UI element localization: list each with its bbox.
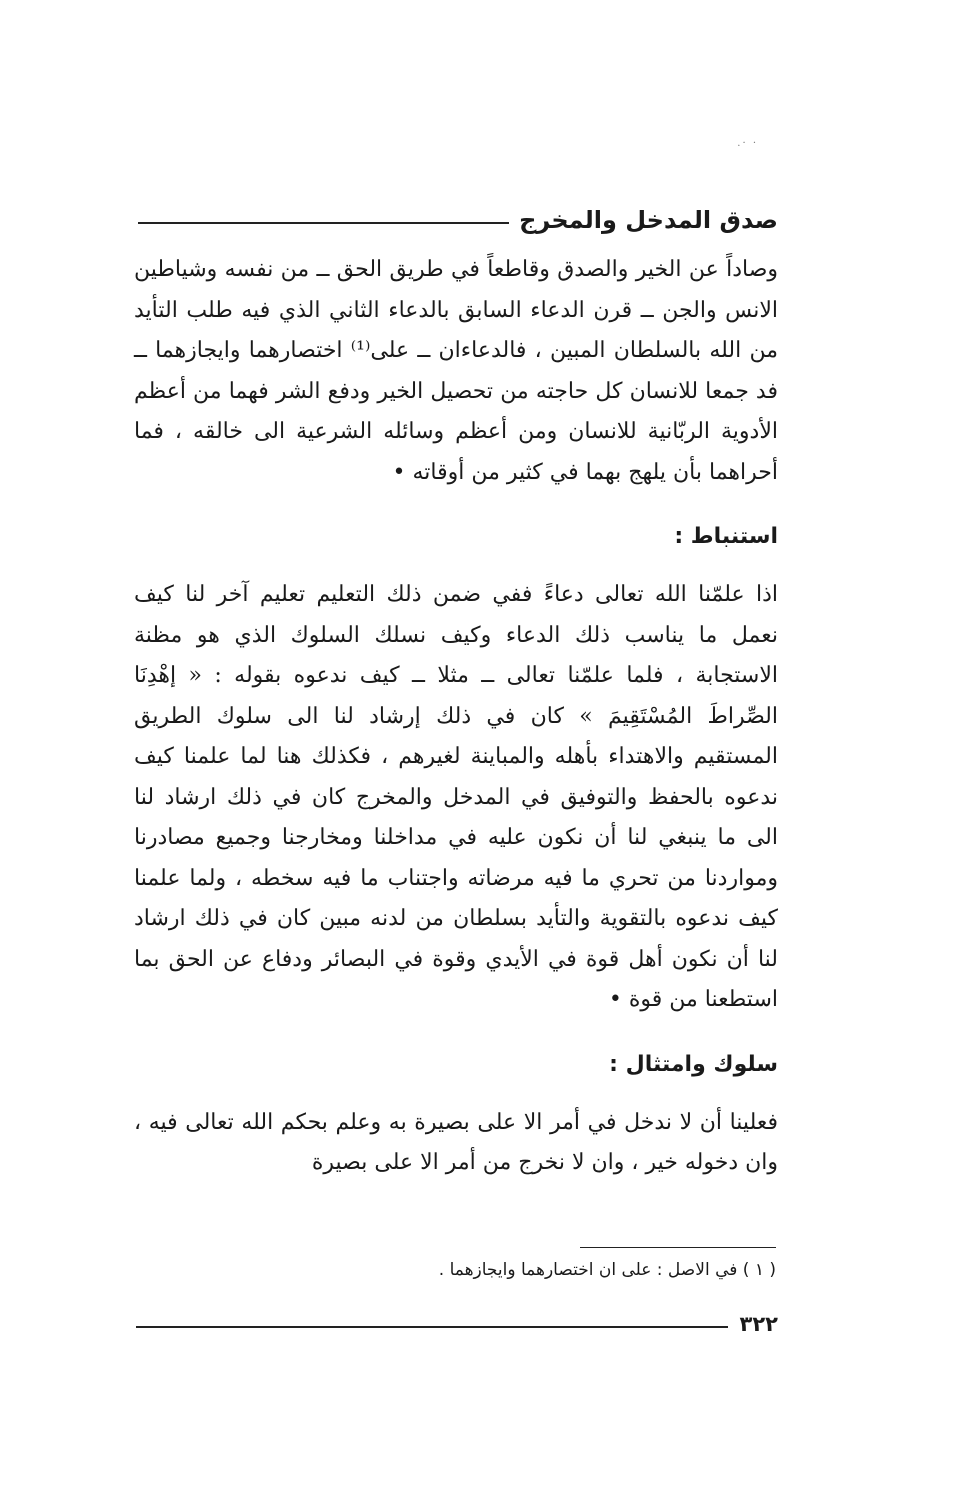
paragraph-3: فعلينا أن لا ندخل في أمر الا على بصيرة به وعلم بحكم الله تعالى فيه ، وان دخوله خير ، وان لا نخرج من أمر الا على بصيرة [134, 1109, 778, 1175]
footnote-rule [580, 1247, 776, 1248]
section-heading-suluk: سلوك وامتثال : [609, 1051, 778, 1077]
footnote: ( ١ ) في الاصل : على ان اختصارهما وايجازهما . [438, 1260, 776, 1280]
running-header-title: صدق المدخل والمخرج [519, 206, 778, 234]
header-rule [138, 222, 509, 224]
page-footer [136, 1308, 778, 1340]
paragraph-1: وصاداً عن الخير والصدق وقاطعاً في طريق الحق ــ من نفسه وشياطين الانس والجن ــ قرن الدعاء السابق بالدعاء الثاني الذي فيه طلب التأيد من الله بالسلطان المبين ، فالدعاءان ــ على⁽¹⁾ اختصارهما وايجازهما ــ فد جمعا للانسان كل حاجته من تحصيل الخير ودفع الشر فهما من أعظم الأدوية الربّانية للانسان ومن أعظم وسائله الشرعية الى خالقه ، فما أحراهما بأن يلهج بهما في كثير من أوقاته • [134, 257, 778, 485]
section-heading-istinbat: استنباط : [674, 524, 778, 549]
footer-rule [136, 1326, 728, 1328]
page-body [134, 250, 778, 1184]
running-header [138, 200, 778, 240]
page-number: ٣٢٢ [739, 1312, 778, 1336]
paragraph-2: اذا علمّنا الله تعالى دعاءً ففي ضمن ذلك التعليم تعليم آخر لنا كيف نعمل ما يناسب ذلك الدعاء وكيف نسلك السلوك الذي هو مظنة الاستجابة ، فلما علمّنا تعالى ــ مثلا ــ كيف ندعوه بقوله : « إهْدِنَا الصِّراطَ المُسْتَقِيمَ » كان في ذلك إرشاد لنا الى سلوك الطريق المستقيم والاهتداء بأهله والمباينة لغيرهم ، فكذلك هنا لما علمنا كيف ندعوه بالحفظ والتوفيق في المدخل والمخرج كان في ذلك ارشاد لنا الى ما ينبغي لنا أن نكون عليه في مداخلنا ومخارجنا وجميع مصادرنا ومواردنا من تحري ما فيه مرضاته واجتناب ما فيه سخطه ، ولما علمنا كيف ندعوه بالتقوية والتأيد بسلطان من لدنه مبين كان في ذلك ارشاد لنا أن نكون أهل قوة في الأيدي وقوة في البصائر ودفاع عن الحق بما استطعنا من قوة • [134, 582, 778, 1012]
scan-speck: · ·. [737, 138, 758, 149]
